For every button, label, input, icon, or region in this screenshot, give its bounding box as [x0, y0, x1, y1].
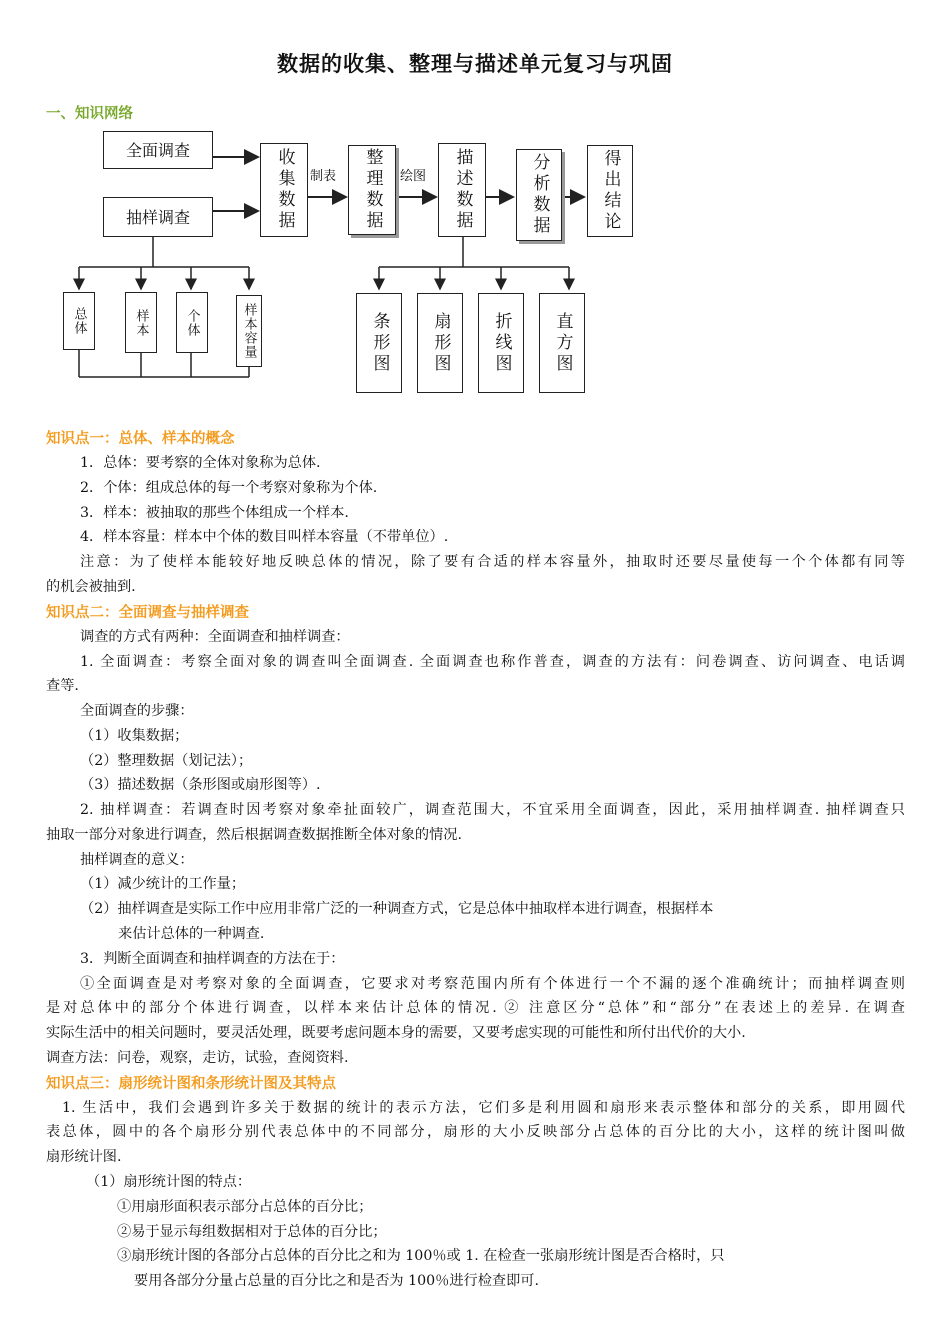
label-draw: 绘图	[400, 169, 427, 184]
kp2-line-12a: ①全面调查是对考察对象的全面调查，它要求对考察范围内所有个体进行一个不漏的逐个准确统计；而抽样调查则	[80, 976, 905, 992]
heading-kp1: 知识点一：总体、样本的概念	[46, 431, 235, 447]
kp2-line-1: 调查的方式有两种：全面调查和抽样调查：	[80, 629, 350, 645]
kp3-line-3: ①用扇形面积表示部分占总体的百分比；	[117, 1199, 373, 1215]
node-histogram: 直方图	[539, 293, 585, 393]
kp2-line-4: （1）收集数据；	[80, 728, 189, 744]
kp1-note-1: 注意：为了使样本能较好地反映总体的情况，除了要有合适的样本容量外，抽取时还要尽量使每一个个体都有同等	[80, 554, 905, 570]
kp2-line-3: 全面调查的步骤：	[80, 703, 194, 719]
kp2-line-2a: 1. 全面调查：考察全面对象的调查叫全面调查. 全面调查也称作普查，调查的方法有：问卷调查、访问调查、电话调	[80, 654, 905, 670]
node-bar-chart: 条形图	[356, 293, 402, 393]
kp2-line-5: （2）整理数据（划记法）；	[80, 753, 253, 769]
node-population: 总体	[63, 292, 95, 350]
heading-kp3: 知识点三：扇形统计图和条形统计图及其特点	[46, 1076, 336, 1092]
kp2-line-12b: 是对总体中的部分个体进行调查，以样本来估计总体的情况. ② 注意区分“总体”和“部分”在表述上的差异. 在调查	[46, 1000, 905, 1016]
kp2-line-8: 抽样调查的意义：	[80, 852, 194, 868]
kp2-line-10b: 来估计总体的一种调查.	[118, 926, 265, 942]
node-describe-data: 描述数据	[438, 143, 486, 237]
kp2-line-12c: 实际生活中的相关问题时，要灵活处理，既要考虑问题本身的需要，又要考虑实现的可能性和所付出代价的大小.	[46, 1025, 746, 1041]
kp1-line-4: 4．样本容量：样本中个体的数目叫样本容量（不带单位）.	[80, 529, 449, 545]
node-pie-chart: 扇形图	[417, 293, 463, 393]
kp2-line-9: （1）减少统计的工作量；	[80, 876, 246, 892]
node-organize-data: 整理数据	[348, 145, 396, 235]
kp2-line-11: 3．判断全面调查和抽样调查的方法在于：	[80, 951, 345, 967]
knowledge-network-diagram	[60, 125, 660, 410]
kp1-line-2: 2．个体：组成总体的每一个考察对象称为个体.	[80, 480, 378, 496]
kp3-line-5a: ③扇形统计图的各部分占总体的百分比之和为 100％或 1. 在检查一张扇形统计图是否合格时，只	[117, 1248, 725, 1264]
kp1-line-1: 1．总体：要考察的全体对象称为总体.	[80, 455, 321, 471]
kp3-line-1a: 1. 生活中，我们会遇到许多关于数据的统计的表示方法，它们多是利用圆和扇形来表示整体和部分的关系，即用圆代	[62, 1100, 905, 1116]
kp2-line-13: 调查方法：问卷，观察，走访，试验，查阅资料.	[46, 1050, 349, 1066]
kp2-line-7a: 2. 抽样调查：若调查时因考察对象牵扯面较广，调查范围大，不宜采用全面调查，因此，采用抽样调查. 抽样调查只	[80, 802, 905, 818]
node-analyze-data: 分析数据	[516, 149, 562, 241]
kp1-note-2: 的机会被抽到.	[46, 579, 136, 595]
kp3-line-1b: 表总体，圆中的各个扇形分别代表总体中的不同部分，扇形的大小反映部分占总体的百分比的大小，这样的统计图叫做	[46, 1124, 905, 1140]
node-full-survey: 全面调查	[103, 131, 213, 169]
node-sample: 样本	[125, 292, 157, 353]
node-sample-survey: 抽样调查	[103, 197, 213, 237]
label-tabulate: 制表	[310, 169, 337, 184]
kp2-line-7b: 抽取一部分对象进行调查，然后根据调查数据推断全体对象的情况.	[46, 827, 462, 843]
page-title: 数据的收集、整理与描述单元复习与巩固	[277, 52, 673, 76]
kp3-line-5b: 要用各部分分量占总量的百分比之和是否为 100％进行检查即可.	[134, 1273, 539, 1289]
node-sample-size: 样本容量	[236, 295, 262, 367]
node-individual: 个体	[176, 292, 208, 353]
kp2-line-6: （3）描述数据（条形图或扇形图等）.	[80, 777, 321, 793]
section-knowledge-network: 一、知识网络	[46, 106, 133, 122]
node-draw-conclusion: 得出结论	[587, 145, 633, 237]
kp1-line-3: 3．样本：被抽取的那些个体组成一个样本.	[80, 505, 349, 521]
kp2-line-10a: （2）抽样调查是实际工作中应用非常广泛的一种调查方式，它是总体中抽取样本进行调查，根据样本	[80, 901, 714, 917]
heading-kp2: 知识点二：全面调查与抽样调查	[46, 605, 249, 621]
kp3-line-4: ②易于显示每组数据相对于总体的百分比；	[117, 1224, 387, 1240]
kp3-line-2: （1）扇形统计图的特点：	[86, 1174, 252, 1190]
node-collect-data: 收集数据	[260, 143, 308, 237]
kp2-line-2b: 查等.	[46, 678, 79, 694]
kp3-line-1c: 扇形统计图.	[46, 1149, 122, 1165]
node-line-chart: 折线图	[478, 293, 524, 393]
